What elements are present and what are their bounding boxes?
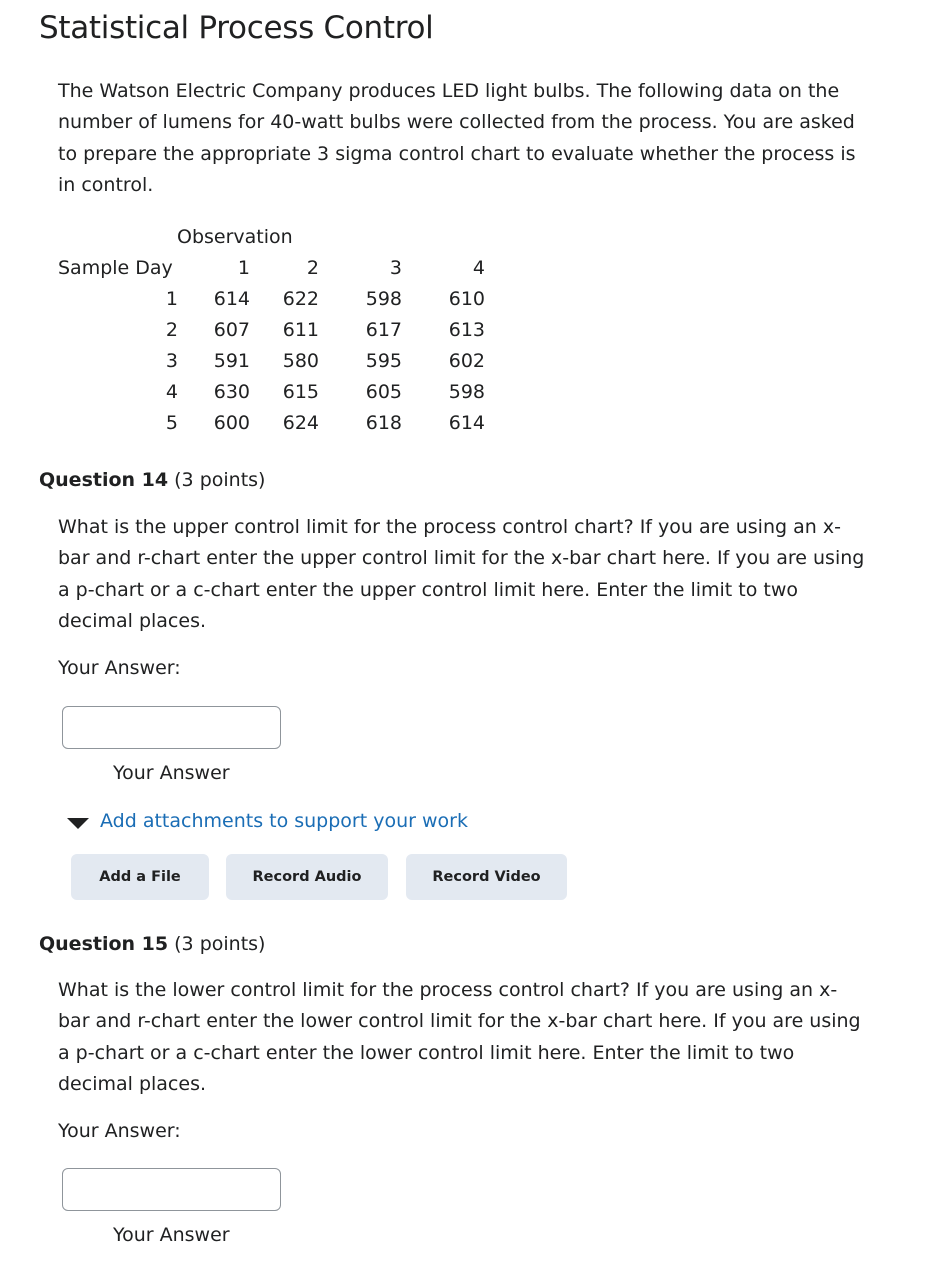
table-cell: 602 [448, 350, 485, 372]
question-15-header [39, 933, 265, 955]
table-cell: 630 [213, 381, 250, 403]
table-cell: 615 [282, 381, 319, 403]
question-14-header [39, 469, 265, 491]
table-cell: 617 [365, 319, 402, 341]
question-14-input-caption: Your Answer [113, 762, 230, 784]
table-cell: 614 [213, 288, 250, 310]
intro-line: number of lumens for 40-watt bulbs were collected from the process. You are asked [58, 111, 855, 134]
question-14-points: (3 points) [168, 469, 266, 491]
add-file-button[interactable]: Add a File [71, 854, 209, 900]
question-15-line: What is the lower control limit for the process control chart? If you are using an x- [58, 979, 838, 1001]
question-15-your-answer-label: Your Answer: [58, 1120, 181, 1142]
question-14-your-answer-label: Your Answer: [58, 657, 181, 679]
table-cell: 598 [448, 381, 485, 403]
question-15-line: decimal places. [58, 1072, 207, 1095]
table-day-cell: 3 [165, 350, 178, 372]
table-cell: 610 [448, 288, 485, 310]
table-cell: 622 [282, 288, 319, 310]
table-cell: 595 [365, 350, 402, 372]
table-row-header: Sample Day [58, 257, 173, 279]
question-15-line: bar and r-chart enter the lower control limit for the x-bar chart here. If you are using [58, 1010, 861, 1033]
table-day-cell: 2 [165, 319, 178, 341]
table-cell: 580 [282, 350, 319, 372]
intro-line: in control. [58, 173, 154, 196]
page-title: Statistical Process Control [39, 10, 434, 46]
question-14-label: Question 14 [39, 469, 169, 491]
question-14-text [58, 512, 878, 637]
question-14-answer-input[interactable] [62, 706, 281, 749]
question-15-input-caption: Your Answer [113, 1224, 230, 1246]
table-cell: 614 [448, 412, 485, 434]
question-14-line: bar and r-chart enter the upper control limit for the x-bar chart here. If you are using [58, 547, 865, 570]
question-15-label: Question 15 [39, 933, 169, 955]
question-14-line: What is the upper control limit for the process control chart? If you are using an x- [58, 516, 841, 538]
table-cell: 613 [448, 319, 485, 341]
table-column-header: 2 [306, 257, 319, 279]
intro-paragraph [58, 76, 868, 201]
table-column-header: 1 [237, 257, 250, 279]
table-cell: 598 [365, 288, 402, 310]
table-column-header: 4 [472, 257, 485, 279]
question-15-points: (3 points) [168, 933, 266, 955]
question-15-line: a p-chart or a c-chart enter the lower control limit here. Enter the limit to two [58, 1041, 795, 1064]
table-cell: 624 [282, 412, 319, 434]
table-day-cell: 5 [165, 412, 178, 434]
intro-line: The Watson Electric Company produces LED light bulbs. The following data on the [58, 80, 840, 102]
table-group-header: Observation [177, 226, 293, 248]
intro-line: to prepare the appropriate 3 sigma control chart to evaluate whether the process is [58, 142, 856, 165]
question-15-text [58, 975, 878, 1100]
table-day-cell: 4 [165, 381, 178, 403]
question-14-line: a p-chart or a c-chart enter the upper control limit here. Enter the limit to two [58, 578, 799, 601]
record-video-button[interactable]: Record Video [406, 854, 567, 900]
table-cell: 605 [365, 381, 402, 403]
record-audio-button[interactable]: Record Audio [226, 854, 388, 900]
add-attachments-link[interactable]: Add attachments to support your work [100, 810, 468, 832]
table-cell: 600 [213, 412, 250, 434]
table-cell: 591 [213, 350, 250, 372]
table-cell: 607 [213, 319, 250, 341]
table-day-cell: 1 [165, 288, 178, 310]
expand-triangle-icon[interactable] [67, 818, 89, 829]
question-15-answer-input[interactable] [62, 1168, 281, 1211]
table-column-header: 3 [389, 257, 402, 279]
question-14-line: decimal places. [58, 609, 207, 632]
table-cell: 611 [282, 319, 319, 341]
table-cell: 618 [365, 412, 402, 434]
